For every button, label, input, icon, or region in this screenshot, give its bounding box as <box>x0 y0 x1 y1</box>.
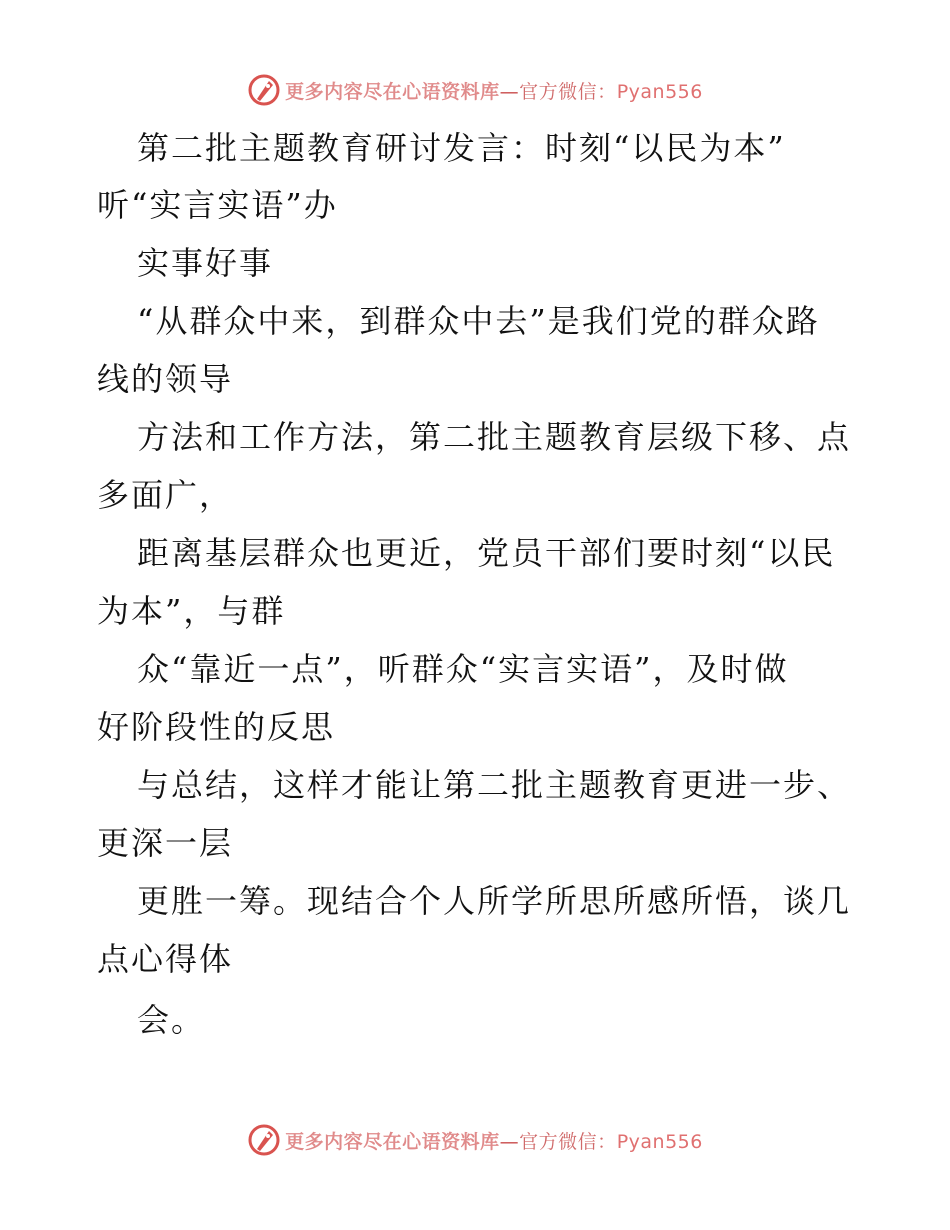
doc-line-9: 为本”，与群 <box>97 592 286 630</box>
doc-line-11: 好阶段性的反思 <box>97 708 336 746</box>
doc-line-12: 与总结，这样才能让第二批主题教育更进一步、 <box>137 766 852 804</box>
doc-line-1: 第二批主题教育研讨发言：时刻“以民为本” <box>137 129 786 167</box>
doc-line-7: 多面广， <box>97 476 234 514</box>
header-banner <box>0 70 950 110</box>
doc-line-13: 更深一层 <box>97 824 234 862</box>
doc-line-2: 听“实言实语”办 <box>97 186 338 224</box>
footer-wechat-handle: Pyan556 <box>616 1130 703 1153</box>
header-dash: — <box>499 80 520 103</box>
pen-nib-logo-icon <box>247 73 281 107</box>
doc-line-3: 实事好事 <box>137 244 274 282</box>
doc-line-5: 线的领导 <box>97 360 234 398</box>
header-wechat-handle: Pyan556 <box>616 80 703 103</box>
doc-line-4: “从群众中来，到群众中去”是我们党的群众路 <box>137 302 820 340</box>
doc-line-15: 点心得体 <box>97 940 234 978</box>
footer-official-label: 官方微信： <box>519 1130 617 1153</box>
doc-line-8: 距离基层群众也更近，党员干部们要时刻“以民 <box>137 534 836 572</box>
footer-banner <box>0 1120 950 1160</box>
doc-line-6: 方法和工作方法，第二批主题教育层级下移、点 <box>137 418 852 456</box>
pen-nib-logo-icon <box>247 1123 281 1157</box>
doc-line-16: 会。 <box>137 1001 206 1039</box>
footer-dash: — <box>499 1130 520 1153</box>
doc-line-14: 更胜一筹。现结合个人所学所思所感所悟，谈几 <box>137 882 852 920</box>
doc-line-10: 众“靠近一点”，听群众“实言实语”，及时做 <box>137 650 789 688</box>
footer-brand: 更多内容尽在心语资料库 <box>285 1130 500 1153</box>
header-official-label: 官方微信： <box>519 80 617 103</box>
header-brand: 更多内容尽在心语资料库 <box>285 80 500 103</box>
header-watermark-text <box>285 77 703 104</box>
footer-watermark-text <box>285 1127 703 1154</box>
